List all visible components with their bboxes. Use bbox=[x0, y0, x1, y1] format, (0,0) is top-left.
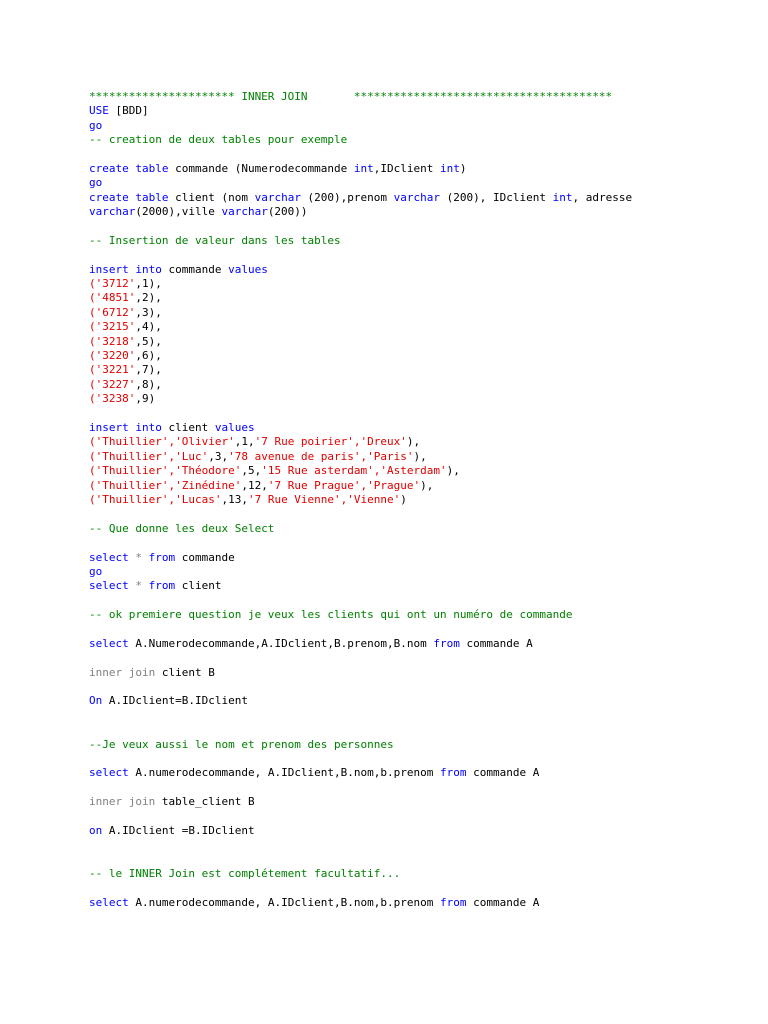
code-token: ,12, bbox=[241, 478, 268, 492]
code-line bbox=[89, 191, 749, 205]
code-token: insert into bbox=[89, 262, 162, 276]
code-line bbox=[89, 205, 749, 219]
code-token: ('6712' bbox=[89, 305, 136, 319]
code-line bbox=[89, 896, 749, 910]
code-line bbox=[89, 435, 749, 449]
code-token: client (nom bbox=[168, 190, 255, 204]
code-token: ) bbox=[459, 161, 467, 175]
code-token: ,7), bbox=[135, 363, 162, 377]
code-token: go bbox=[89, 176, 103, 190]
code-token: table_client B bbox=[155, 795, 255, 809]
code-line bbox=[89, 133, 749, 147]
code-token: USE bbox=[89, 104, 109, 118]
code-token: ('3215' bbox=[89, 320, 136, 334]
code-line bbox=[89, 220, 749, 234]
code-token: commande A bbox=[466, 766, 540, 780]
code-line bbox=[89, 407, 749, 421]
code-token: ('3218' bbox=[89, 334, 136, 348]
code-line bbox=[89, 594, 749, 608]
code-token: ,3), bbox=[135, 305, 162, 319]
code-line bbox=[89, 522, 749, 536]
code-token: ), bbox=[420, 478, 434, 492]
code-token: select bbox=[89, 766, 129, 780]
code-token: ,1, bbox=[234, 435, 255, 449]
code-token: ) bbox=[400, 492, 407, 506]
code-line bbox=[89, 536, 749, 550]
code-token: client bbox=[161, 420, 215, 434]
code-token: go bbox=[89, 118, 103, 132]
code-line bbox=[89, 162, 749, 176]
code-token: A.Numerodecommande,A.IDclient,B.prenom,B.nom bbox=[128, 636, 434, 650]
code-token: [BDD] bbox=[108, 104, 149, 118]
code-token: varchar bbox=[254, 190, 301, 204]
code-token: ,IDclient bbox=[373, 161, 441, 175]
code-line bbox=[89, 622, 749, 636]
code-line bbox=[89, 666, 749, 680]
code-line bbox=[89, 277, 749, 291]
code-token: A.numerodecommande, A.IDclient,B.nom,b.prenom bbox=[128, 766, 441, 780]
code-token: A.IDclient=B.IDclient bbox=[102, 694, 248, 708]
code-line bbox=[89, 651, 749, 665]
code-token: ,3, bbox=[208, 449, 229, 463]
code-token: --Je veux aussi le nom et prenom des personnes bbox=[89, 737, 394, 751]
code-line bbox=[89, 551, 749, 565]
code-token: int bbox=[552, 190, 573, 204]
code-line bbox=[89, 766, 749, 780]
code-line bbox=[89, 263, 749, 277]
code-token: ('3220' bbox=[89, 349, 136, 363]
code-token: -- le INNER Join est complétement facultatif... bbox=[89, 867, 401, 881]
code-token: from bbox=[148, 579, 176, 593]
code-line bbox=[89, 104, 749, 118]
code-line bbox=[89, 119, 749, 133]
code-token: ('3227' bbox=[89, 377, 136, 391]
code-token: select bbox=[89, 636, 129, 650]
code-token: from bbox=[148, 550, 176, 564]
code-token: create table bbox=[89, 190, 169, 204]
code-token: On bbox=[89, 694, 103, 708]
code-token: ,2), bbox=[135, 291, 162, 305]
code-line bbox=[89, 680, 749, 694]
code-line bbox=[89, 824, 749, 838]
code-line bbox=[89, 738, 749, 752]
code-line bbox=[89, 450, 749, 464]
code-token: -- Que donne les deux Select bbox=[89, 521, 275, 535]
code-token: ('Thuillier','Zinédine' bbox=[89, 478, 242, 492]
code-token: client bbox=[175, 579, 222, 593]
code-token: int bbox=[440, 161, 460, 175]
code-token: varchar bbox=[221, 205, 268, 219]
code-token: select bbox=[89, 579, 129, 593]
code-token: values bbox=[228, 262, 268, 276]
code-token: '7 Rue Prague','Prague' bbox=[267, 478, 421, 492]
code-line bbox=[89, 234, 749, 248]
code-token: '15 Rue asterdam','Asterdam' bbox=[261, 464, 447, 478]
code-token: ,1), bbox=[135, 277, 162, 291]
code-token: A.IDclient =B.IDclient bbox=[102, 823, 255, 837]
code-line bbox=[89, 464, 749, 478]
code-line bbox=[89, 579, 749, 593]
code-line bbox=[89, 148, 749, 162]
code-token: ('3238' bbox=[89, 392, 136, 406]
code-line bbox=[89, 637, 749, 651]
code-line bbox=[89, 608, 749, 622]
code-token: (200),prenom bbox=[300, 190, 394, 204]
code-token: '78 avenue de paris','Paris' bbox=[228, 449, 414, 463]
code-token: ,9) bbox=[135, 392, 156, 406]
code-line bbox=[89, 291, 749, 305]
code-line bbox=[89, 694, 749, 708]
code-token: create table bbox=[89, 161, 169, 175]
code-line bbox=[89, 90, 749, 104]
code-token: (200)) bbox=[267, 205, 308, 219]
code-token: commande A bbox=[466, 895, 540, 909]
code-token: '7 Rue Vienne','Vienne' bbox=[247, 492, 401, 506]
code-token: ,6), bbox=[135, 349, 162, 363]
code-line bbox=[89, 306, 749, 320]
code-line bbox=[89, 565, 749, 579]
code-token: insert into bbox=[89, 420, 162, 434]
code-token: -- Insertion de valeur dans les tables bbox=[89, 233, 341, 247]
code-line bbox=[89, 781, 749, 795]
code-line bbox=[89, 378, 749, 392]
code-line bbox=[89, 810, 749, 824]
code-line bbox=[89, 752, 749, 766]
code-token: (200), IDclient bbox=[440, 190, 553, 204]
code-token: A.numerodecommande, A.IDclient,B.nom,b.prenom bbox=[128, 895, 441, 909]
code-line bbox=[89, 421, 749, 435]
sql-code-block bbox=[89, 90, 749, 910]
code-token: , adresse bbox=[572, 190, 633, 204]
code-token: (2000),ville bbox=[135, 205, 222, 219]
code-token: int bbox=[353, 161, 374, 175]
code-token: -- creation de deux tables pour exemple bbox=[89, 133, 348, 147]
code-token: from bbox=[440, 895, 467, 909]
code-line bbox=[89, 479, 749, 493]
code-line bbox=[89, 853, 749, 867]
code-line bbox=[89, 723, 749, 737]
code-token: varchar bbox=[393, 190, 441, 204]
code-token: ), bbox=[446, 464, 460, 478]
code-line bbox=[89, 795, 749, 809]
code-token: commande bbox=[175, 550, 235, 564]
code-line bbox=[89, 248, 749, 262]
code-token: client B bbox=[155, 665, 215, 679]
code-token: select bbox=[89, 895, 129, 909]
code-token: go bbox=[89, 564, 103, 578]
code-token: ,5), bbox=[135, 334, 162, 348]
code-token: ('Thuillier','Théodore' bbox=[89, 464, 242, 478]
code-token: ,5, bbox=[241, 464, 262, 478]
code-token: ), bbox=[413, 449, 427, 463]
code-token: ('Thuillier','Olivier' bbox=[89, 435, 235, 449]
code-token: ), bbox=[406, 435, 421, 449]
code-line bbox=[89, 493, 749, 507]
code-line bbox=[89, 867, 749, 881]
code-token: ,13, bbox=[221, 492, 248, 506]
code-line bbox=[89, 881, 749, 895]
code-token: inner join bbox=[89, 795, 156, 809]
code-line bbox=[89, 335, 749, 349]
code-line bbox=[89, 349, 749, 363]
code-line bbox=[89, 838, 749, 852]
code-token: values bbox=[214, 420, 255, 434]
code-token: commande A bbox=[459, 636, 533, 650]
code-line bbox=[89, 363, 749, 377]
code-token: ('Thuillier','Lucas' bbox=[89, 492, 222, 506]
code-token: inner join bbox=[89, 665, 156, 679]
code-token: commande (Numerodecommande bbox=[168, 161, 354, 175]
code-token: -- ok premiere question je veux les clients qui ont un numéro de commande bbox=[89, 608, 573, 622]
code-token: ********************** INNER JOIN *************************************** bbox=[89, 90, 613, 103]
code-line bbox=[89, 392, 749, 406]
code-token: ('3712' bbox=[89, 277, 136, 291]
code-token: from bbox=[440, 766, 467, 780]
code-token: commande bbox=[161, 262, 229, 276]
code-token: * bbox=[128, 550, 149, 564]
code-token: * bbox=[128, 579, 149, 593]
code-token: select bbox=[89, 550, 129, 564]
code-token: '7 Rue poirier','Dreux' bbox=[254, 435, 407, 449]
code-line bbox=[89, 507, 749, 521]
code-token: ('Thuillier','Luc' bbox=[89, 449, 209, 463]
code-token: varchar bbox=[89, 205, 136, 219]
code-token: ,4), bbox=[135, 320, 162, 334]
code-token: on bbox=[89, 823, 103, 837]
code-token: ,8), bbox=[135, 377, 162, 391]
code-line bbox=[89, 320, 749, 334]
code-token: ('4851' bbox=[89, 291, 136, 305]
code-line bbox=[89, 176, 749, 190]
code-token: ('3221' bbox=[89, 363, 136, 377]
code-token: from bbox=[433, 636, 460, 650]
code-line bbox=[89, 709, 749, 723]
